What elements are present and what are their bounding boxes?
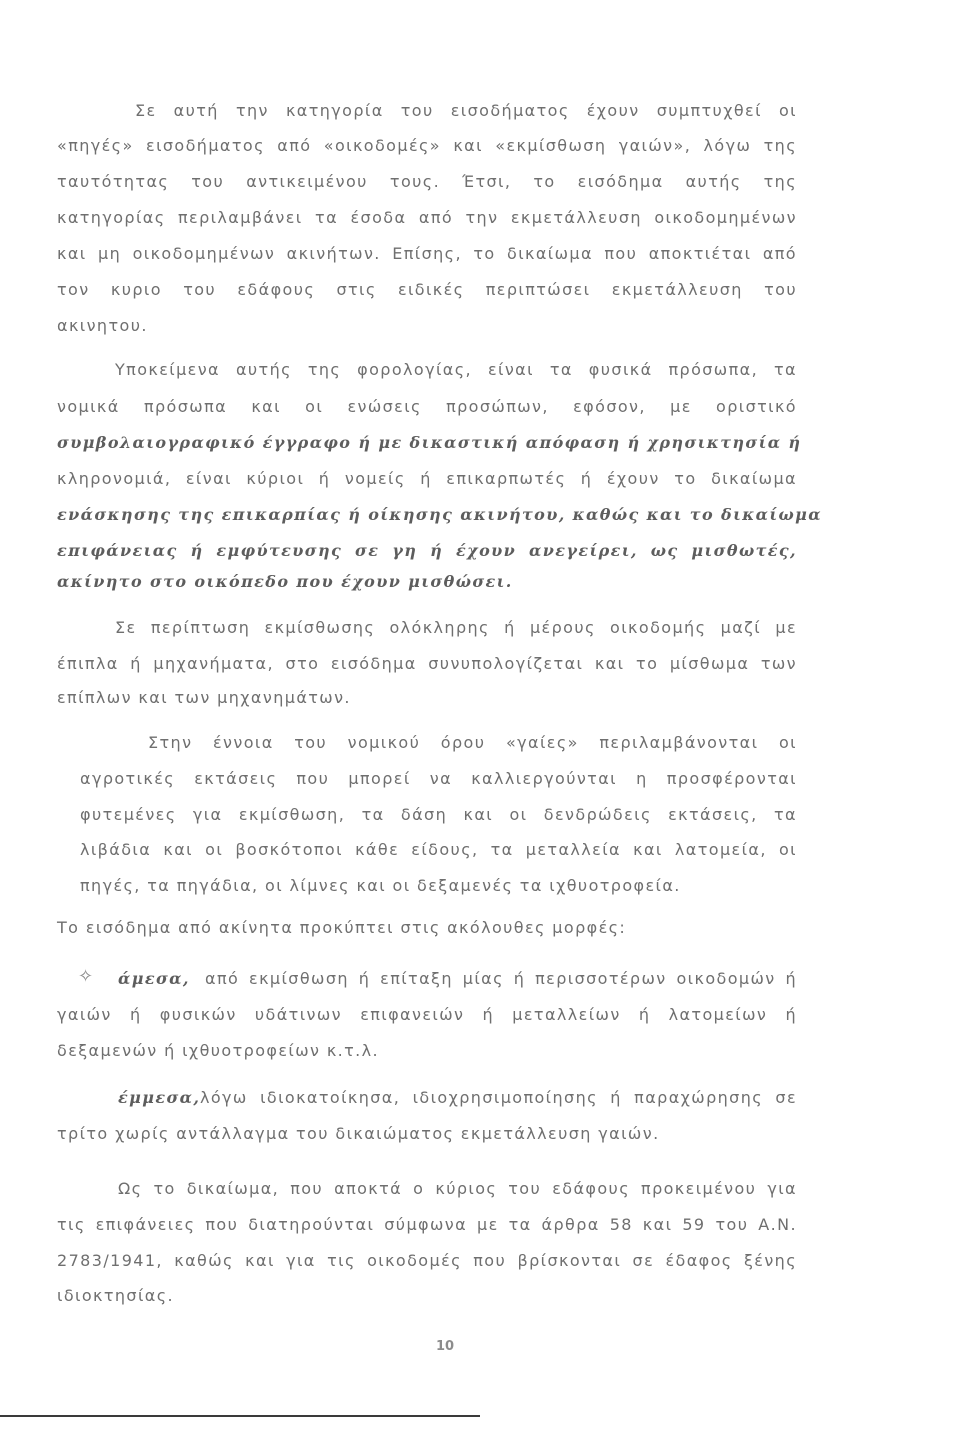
p4-line-3: φυτεμένες για εκμίσθωση, τα δάση και οι δενδρώδεις εκτάσεις, τα — [80, 805, 797, 824]
p2-line-4: κληρονομιά, είναι κύριοι ή νομείς ή επικαρπωτές ή έχουν το δικαίωμα — [57, 469, 797, 488]
p4-line-4: λιβάδια και οι βοσκότοποι κάθε είδους, τα μεταλλεία και λατομεία, οι — [80, 840, 797, 859]
p1-line-7: ακινητου. — [57, 316, 148, 335]
p2-line-2: νομικά πρόσωπα και οι ενώσεις προσώπων, εφόσον, με οριστικό — [57, 397, 797, 416]
p3-line-1: Σε περίπτωση εκμίσθωσης ολόκληρης ή μέρους οικοδομής μαζί με — [115, 618, 797, 637]
p1-line-5: και μη οικοδομημένων ακινήτων. Επίσης, το δικαίωμα που αποκτιέται από — [57, 244, 797, 263]
b3-line-4: ιδιοκτησίας. — [57, 1286, 174, 1305]
p2-line-1: Υποκείμενα αυτής της φορολογίας, είναι τα φυσικά πρόσωπα, τα — [115, 360, 797, 379]
p2-line-3: συμβολαιογραφικό έγγραφο ή με δικαστική απόφαση ή χρησικτησία ή — [57, 433, 802, 452]
b3-line-3: 2783/1941, καθώς και για τις οικοδομές που βρίσκονται σε έδαφος ξένης — [57, 1251, 797, 1270]
b2-lead: έμμεσα, — [118, 1088, 201, 1107]
b2-line-1: λόγω ιδιοκατοίκησα, ιδιοχρησιμοποίησης ή παραχώρησης σε — [200, 1088, 797, 1107]
p1-line-1: Σε αυτή την κατηγορία του εισοδήματος έχουν συμπτυχθεί οι — [135, 101, 797, 120]
p2-line-7: ακίνητο στο οικόπεδο που έχουν μισθώσει. — [57, 572, 513, 591]
p2-line-5: ενάσκησης της επικαρπίας ή οίκησης ακινήτου, καθώς και το δικαίωμα — [57, 505, 822, 524]
b1-line-3: δεξαμενών ή ιχθυοτροφείων κ.τ.λ. — [57, 1041, 380, 1060]
p3-line-2: έπιπλα ή μηχανήματα, στο εισόδημα συνυπολογίζεται και το μίσθωμα των — [57, 654, 797, 673]
p1-line-3: ταυτότητας του αντικειμένου τους. Έτσι, το εισόδημα αυτής της — [57, 172, 797, 191]
diamond-bullet-icon: ✧ — [78, 966, 94, 987]
p4-line-1: Στην έννοια του νομικού όρου «γαίες» περιλαμβάνονται οι — [148, 733, 797, 752]
b3-line-1: Ως το δικαίωμα, που αποκτά ο κύριος του εδάφους προκειμένου για — [118, 1179, 797, 1198]
p1-line-6: τον κυριο του εδάφους στις ειδικές περιπτώσει εκμετάλλευση του — [57, 280, 797, 299]
p4-line-5: πηγές, τα πηγάδια, οι λίμνες και οι δεξαμενές τα ιχθυοτροφεία. — [80, 876, 681, 895]
p1-line-2: «πηγές» εισοδήματος από «οικοδομές» και «εκμίσθωση γαιών», λόγω της — [57, 136, 797, 155]
p1-line-4: κατηγορίας περιλαμβάνει τα έσοδα από την εκμετάλλευση οικοδομημένων — [57, 208, 797, 227]
b2-line-2: τρίτο χωρίς αντάλλαγμα του δικαιώματος εκμετάλλευση γαιών. — [57, 1124, 660, 1143]
p4-line-2: αγροτικές εκτάσεις που μπορεί να καλλιεργούνται η προσφέρονται — [80, 769, 797, 788]
b1-line-1: από εκμίσθωση ή επίταξη μίας ή περισσοτέρων οικοδομών ή — [205, 969, 797, 988]
b1-line-2: γαιών ή φυσικών υδάτινων επιφανειών ή μεταλλείων ή λατομείων ή — [57, 1005, 797, 1024]
page-number: 10 — [435, 1339, 455, 1354]
p5-line-1: Το εισόδημα από ακίνητα προκύπτει στις ακόλουθες μορφές: — [57, 918, 627, 937]
p2-line-6: επιφάνειας ή εμφύτευσης σε γη ή έχουν ανεγείρει, ως μισθωτές, — [57, 541, 797, 560]
b1-lead: άμεσα, — [118, 969, 190, 988]
b3-line-2: τις επιφάνειες που διατηρούνται σύμφωνα με τα άρθρα 58 και 59 του Α.Ν. — [57, 1215, 797, 1234]
bottom-divider — [0, 1415, 480, 1417]
p3-line-3: επίπλων και των μηχανημάτων. — [57, 688, 351, 707]
